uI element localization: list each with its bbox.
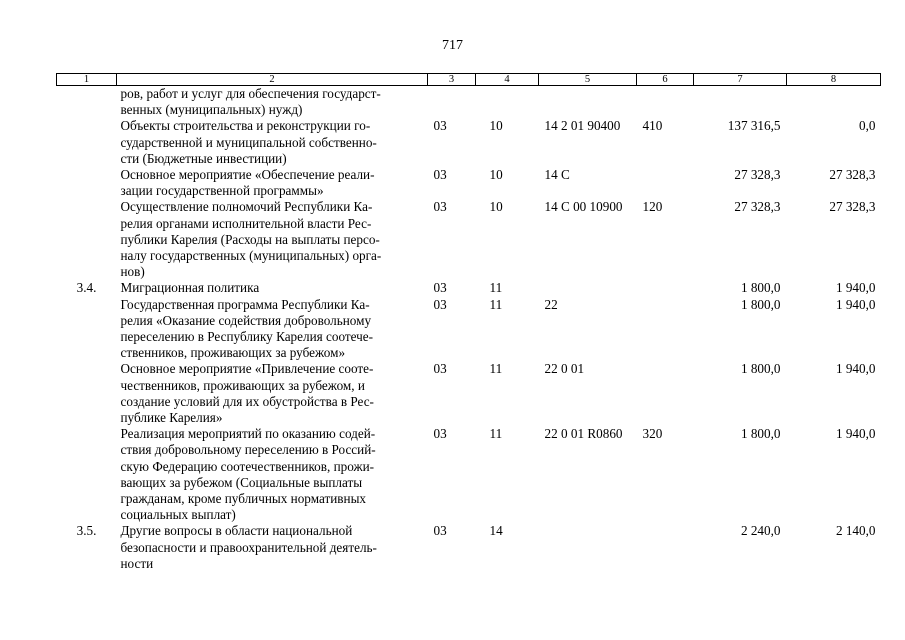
- amount-col-8: 1 940,0: [835, 426, 876, 442]
- row-name-line: ствия добровольному переселению в Россий-: [120, 442, 376, 458]
- row-name-line: публике Карелия»: [120, 410, 223, 426]
- amount-col-8: [787, 86, 881, 119]
- row-name: [117, 297, 428, 362]
- section-code: 03: [433, 426, 447, 442]
- row-number: [57, 297, 117, 362]
- amount-col-7: [694, 86, 787, 119]
- subsection-code: 11: [489, 280, 503, 296]
- section-code: 03: [433, 280, 447, 296]
- amount-col-8: 1 940,0: [835, 361, 876, 377]
- row-name-line: переселению в Республику Карелия соотече-: [120, 329, 374, 345]
- section-code: 03: [433, 118, 447, 134]
- row-name-line: создание условий для их обустройства в Рес-: [120, 393, 374, 409]
- subsection-code: 11: [489, 426, 503, 442]
- section-code: 03: [433, 167, 447, 183]
- subsection-code: 11: [489, 296, 503, 312]
- subsection-code: 11: [489, 361, 503, 377]
- row-name: [117, 523, 428, 572]
- header-col-4: 4: [476, 74, 539, 86]
- row-name-line: нов): [120, 264, 145, 280]
- row-name-line: релия органами исполнительной власти Рес-: [120, 215, 372, 231]
- row-name-line: венных (муниципальных) нужд): [120, 102, 303, 118]
- amount-col-7: 27 328,3: [734, 167, 781, 183]
- amount-col-7: 137 316,5: [727, 118, 781, 134]
- amount-col-8: 2 140,0: [835, 523, 876, 539]
- table-row: [57, 86, 881, 119]
- row-name-line: ров, работ и услуг для обеспечения государст-: [120, 86, 381, 101]
- table-row: [57, 280, 881, 296]
- expense-type-code: [637, 361, 694, 426]
- section-code: 03: [433, 523, 447, 539]
- amount-col-8: 0,0: [859, 118, 876, 134]
- row-number: [57, 361, 117, 426]
- header-col-7: 7: [694, 74, 787, 86]
- target-article-code: 14 2 01 90400: [544, 118, 621, 134]
- row-name-line: безопасности и правоохранительной деятель-: [120, 539, 377, 555]
- row-name-line: налу государственных (муниципальных) орга-: [120, 248, 382, 264]
- row-name-line: Основное мероприятие «Обеспечение реали-: [120, 167, 375, 183]
- section-code: [428, 86, 476, 119]
- expense-type-code: [637, 523, 694, 572]
- row-name: [117, 280, 428, 296]
- row-name: [117, 361, 428, 426]
- subsection-code: 10: [489, 118, 503, 134]
- target-article-code: 22 0 01 R0860: [544, 426, 623, 442]
- row-name-line: ственников, проживающих за рубежом»: [120, 345, 346, 361]
- row-number: 3.4.: [76, 280, 97, 296]
- row-name: [117, 199, 428, 280]
- page-number: 717: [442, 38, 463, 53]
- header-col-3: 3: [428, 74, 476, 86]
- row-name-line: ности: [120, 555, 154, 571]
- table-row: [57, 523, 881, 572]
- row-number: [57, 426, 117, 523]
- budget-table: [56, 73, 881, 572]
- expense-type-code: 120: [642, 199, 663, 215]
- subsection-code: 14: [489, 523, 503, 539]
- row-name-line: Реализация мероприятий по оказанию содей-: [120, 426, 376, 442]
- row-name-line: Объекты строительства и реконструкции го-: [120, 118, 371, 134]
- header-row: [57, 74, 881, 86]
- expense-type-code: [637, 86, 694, 119]
- row-name: [117, 118, 428, 167]
- row-name-line: Основное мероприятие «Привлечение сооте-: [120, 361, 374, 377]
- table-header: [57, 74, 881, 86]
- amount-col-7: 1 800,0: [740, 280, 781, 296]
- target-article-code: [539, 523, 637, 572]
- table-row: [57, 361, 881, 426]
- target-article-code: [539, 280, 637, 296]
- amount-col-8: 1 940,0: [835, 296, 876, 312]
- subsection-code: 10: [489, 167, 503, 183]
- section-code: 03: [433, 361, 447, 377]
- header-col-5: 5: [539, 74, 637, 86]
- header-col-6: 6: [637, 74, 694, 86]
- table-row: [57, 167, 881, 199]
- amount-col-7: 1 800,0: [740, 361, 781, 377]
- amount-col-8: 27 328,3: [829, 167, 876, 183]
- row-name-line: скую Федерацию соотечественников, прожи-: [120, 458, 375, 474]
- row-number: [57, 199, 117, 280]
- header-col-8: 8: [787, 74, 881, 86]
- table-row: [57, 118, 881, 167]
- expense-type-code: [637, 280, 694, 296]
- section-code: 03: [433, 199, 447, 215]
- row-number: [57, 86, 117, 119]
- subsection-code: 10: [489, 199, 503, 215]
- row-name-line: публики Карелия (Расходы на выплаты персо-: [120, 231, 380, 247]
- row-name-line: гражданам, кроме публичных нормативных: [120, 491, 367, 507]
- expense-type-code: [637, 297, 694, 362]
- row-number: [57, 118, 117, 167]
- subsection-code: [476, 86, 539, 119]
- table-body: [57, 86, 881, 573]
- expense-type-code: [637, 167, 694, 199]
- row-number: 3.5.: [76, 523, 97, 539]
- target-article-code: 22 0 01: [544, 361, 585, 377]
- target-article-code: 14 С: [544, 167, 570, 183]
- row-name-line: Другие вопросы в области национальной: [120, 523, 353, 539]
- section-code: 03: [433, 296, 447, 312]
- row-name: [117, 86, 428, 119]
- expense-type-code: 320: [642, 426, 663, 442]
- row-name-line: Осуществление полномочий Республики Ка-: [120, 199, 373, 215]
- table-row: [57, 199, 881, 280]
- row-name-line: чественников, проживающих за рубежом, и: [120, 377, 365, 393]
- amount-col-8: 1 940,0: [835, 280, 876, 296]
- target-article-code: [539, 86, 637, 119]
- table-row: [57, 426, 881, 523]
- amount-col-7: 1 800,0: [740, 426, 781, 442]
- row-name: [117, 167, 428, 199]
- header-col-1: 1: [57, 74, 117, 86]
- row-name-line: Государственная программа Республики Ка-: [120, 296, 370, 312]
- row-name-line: сударственной и муниципальной собственно-: [120, 134, 377, 150]
- target-article-code: 22: [544, 296, 558, 312]
- row-name-line: Миграционная политика: [120, 280, 260, 296]
- row-name-line: сти (Бюджетные инвестиции): [120, 150, 287, 166]
- amount-col-7: 1 800,0: [740, 296, 781, 312]
- row-name-line: социальных выплат): [120, 507, 236, 523]
- target-article-code: 14 С 00 10900: [544, 199, 623, 215]
- row-name-line: зации государственной программы»: [120, 183, 324, 199]
- row-name-line: релия «Оказание содействия добровольному: [120, 312, 372, 328]
- header-col-2: 2: [117, 74, 428, 86]
- amount-col-8: 27 328,3: [829, 199, 876, 215]
- amount-col-7: 27 328,3: [734, 199, 781, 215]
- row-number: [57, 167, 117, 199]
- expense-type-code: 410: [642, 118, 663, 134]
- row-name-line: вающих за рубежом (Социальные выплаты: [120, 474, 363, 490]
- row-name: [117, 426, 428, 523]
- table-row: [57, 297, 881, 362]
- amount-col-7: 2 240,0: [740, 523, 781, 539]
